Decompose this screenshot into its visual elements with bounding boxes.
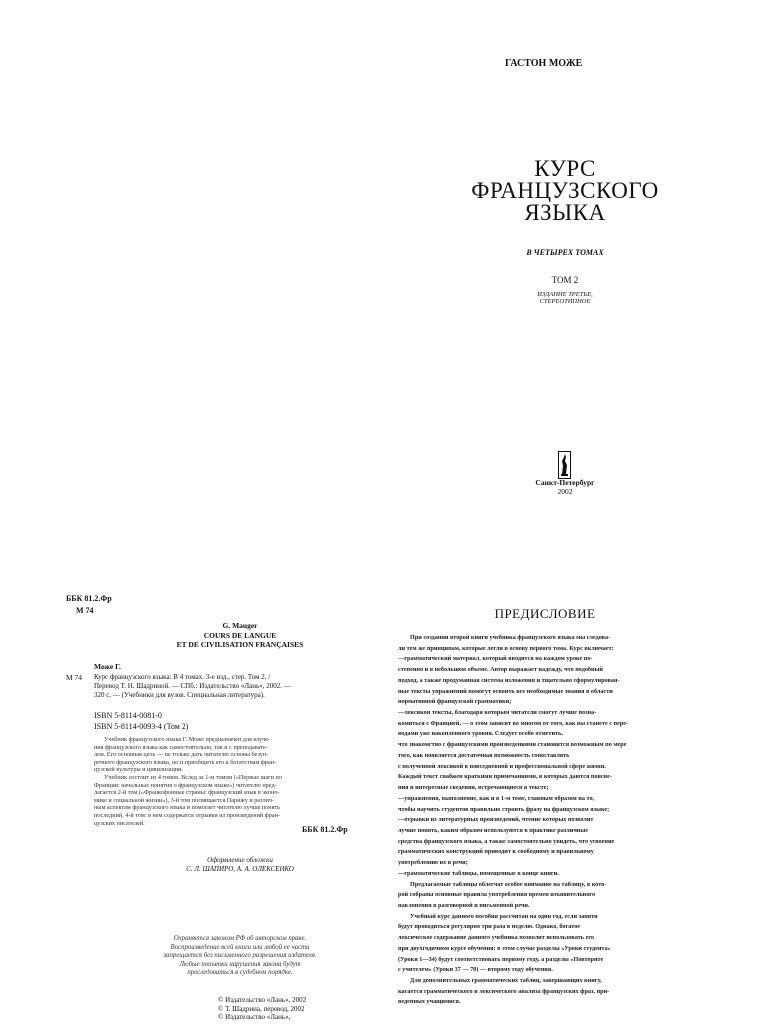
preface-line: грамматических конструкций приводит к свободному и правильному [398, 848, 594, 856]
annotation-line: Учебник состоит из 4 томов. Вслед за 1-м томом («Первые шаги по [104, 773, 282, 781]
preface-line: ли тем же принципам, которые легли в основу первого тома. Курс включает: [398, 644, 614, 652]
preface-line: степенно и в небольшом объеме. Автор выражает надежду, что подобный [398, 666, 603, 674]
annotation-line: лем. Его основная цель — не только дать читателю основы безуп- [94, 751, 269, 759]
original-author: G. Mauger [222, 621, 258, 630]
book-title-line: ФРАНЦУЗСКОГО [471, 180, 659, 202]
preface-heading: ПРЕДИСЛОВИЕ [494, 606, 596, 621]
bbk-header [66, 593, 112, 617]
preface-line: Предлагаемые таблицы облегчат особое внимание на таблицу, в кото- [410, 880, 607, 888]
preface-line: —грамматический материал, который вводится на каждом уроке по- [398, 655, 593, 663]
publisher-emblem-icon [558, 451, 571, 479]
edition-note [515, 291, 615, 305]
preface-line: комиться с Францией, — о этом зависит во многом от того, как вы станете с пере- [398, 719, 629, 727]
copyright-notice-line: Охраняется законом РФ об авторском праве. [173, 935, 307, 942]
preface-line: ные тексты упражнений помогут освоить все необходимые знания в области [398, 687, 613, 695]
annotation-line: цузской культуры и цивилизации. [94, 766, 183, 774]
annotation-line: речного французского языка, но и приобщить его к богатствам фран- [94, 758, 277, 766]
catalog-line: 320 с. — (Учебники для вузов. Специальная литература). [94, 691, 265, 699]
preface-line: Каждый текст снабжен краткими примечаниями, в которых даются поясне- [398, 773, 612, 781]
preface-line: подход, а также продуманная система изложения и тщательно сформулирован- [398, 676, 620, 684]
book-title-line: КУРС [534, 158, 596, 180]
volumes-subtitle: В ЧЕТЫРЕХ ТОМАХ [526, 248, 604, 257]
preface-line: лучше понять, каким образом используются в практике различные [398, 826, 588, 834]
doe-emblem-icon [559, 452, 570, 478]
publisher-imprint [515, 478, 615, 496]
copyright-line: © Издательство «Лань», 2002 [218, 996, 307, 1004]
author-name: ГАСТОН МОЖЕ [505, 58, 583, 69]
annotation-line: цузских писателей. [94, 819, 145, 827]
original-title-line: ET DE CIVILISATION FRANÇAISES [176, 640, 304, 649]
bbk-bottom: ББК 81.2.Фр [302, 825, 348, 834]
preface-line: рой собраны основные правила употребления времен изъявительного [398, 891, 596, 899]
preface-line: нормативной французской грамматики; [398, 698, 512, 706]
tome-number: ТОМ 2 [551, 275, 579, 285]
publisher-city: Санкт-Петербург [535, 478, 595, 487]
isbn-line: ISBN 5-8114-0093-4 (Том 2) [94, 722, 189, 731]
preface-line: наклонения в разговорной и письменной речи. [398, 901, 530, 909]
book-title-line: ЯЗЫКА [524, 202, 606, 224]
copyright-notice-line: запрещается без письменного разрешения издателя. [163, 952, 317, 960]
annotation-line: последний, 4-й том: в нем содержатся отрывки из произведений фран- [94, 811, 280, 819]
preface-line: водами уже накопленного уровня. Следует особо отметить, [398, 730, 563, 738]
preface-line: касается грамматического и лексического анализа французских фраз, при- [398, 987, 610, 995]
isbn-line: ISBN 5-8114-0081-0 [94, 711, 162, 720]
preface-line: при двухгодичном курсе обучения: в этом случае разделы «Уроки студента» [398, 944, 611, 952]
publication-year: 2002 [557, 487, 573, 496]
annotation-line: Учебник французского языка Г. Може предназначен для изуче- [104, 736, 271, 743]
copyright-notice [140, 935, 340, 978]
original-title-line: COURS DE LANGUE [203, 630, 277, 640]
isbn-block [94, 710, 188, 732]
preface-line: Для дополнительных грамматических таблиц, завершающих книгу, [410, 977, 602, 984]
bbk-sub: М 74 [76, 606, 94, 615]
preface-line: —отрывки из литературных произведений, чтение которых позволит [398, 816, 594, 824]
annotation-line: ным аспектам французского языка и помогает читателю лучше понять [94, 804, 280, 812]
annotation-line: ния французского языка как самостоятельно, так и с преподавате- [94, 743, 268, 751]
annotation [94, 736, 328, 827]
cover-credit [140, 856, 340, 874]
original-title-block [140, 621, 340, 650]
preface-line: того, как появляется достаточная возможность сопоставлять [398, 751, 570, 759]
preface-line: —лексикон тексты, благодаря которым читатели смогут лучше позна- [398, 709, 597, 717]
edition-note-line: СТЕРЕОТИПНОЕ [539, 298, 591, 305]
preface-line: При создании второй книги учебника французского языка мы следова- [410, 634, 611, 641]
preface-line: будут проводиться регулярно три раза в неделю. Однако, богатое [398, 923, 581, 931]
copyright-line: © Т. Шадрина, перевод, 2002 [218, 1004, 305, 1013]
preface-line: Учебный курс данного пособия рассчитан на один год, если заняти [410, 912, 598, 920]
copyright-lines [218, 996, 306, 1022]
annotation-line: мике и социальной жизни»), 3-й том посвящается Парижу и различ- [94, 796, 275, 804]
edition-note-line: ИЗДАНИЕ ТРЕТЬЕ, [537, 291, 593, 298]
preface-line: лексическое содержание данного учебника позволит использовать его [398, 934, 594, 942]
preface-text [398, 633, 690, 1008]
preface-line: с полученной лексикой в повседневной и профессиональной сфере жизни. [398, 762, 606, 770]
annotation-line: лагается 2-й том («Франкофонные страны: французский язык в эконо- [94, 789, 280, 797]
bbk-code: ББК 81.2.Фр [66, 594, 112, 603]
preface-line: средства французского языка, а также самостоятельно увидеть, что усвоение [398, 837, 615, 845]
catalog-entry [94, 673, 328, 700]
book-title [440, 158, 690, 224]
preface-line: —упражнения, выполнение, как и в 1-м томе, главным образом на то, [398, 794, 595, 802]
preface-line: (Уроки 1—34) будут соответствовать первому году, а разделы «Повторите [398, 955, 604, 963]
preface-line: ния и интересные сведения, встречающиеся в тексте; [398, 784, 549, 792]
preface-line: —грамматические таблицы, помещенные в конце книги. [398, 869, 559, 877]
cover-label: Оформление обложки [207, 856, 273, 864]
copyright-notice-line: преследоваться в судебном порядке. [187, 969, 293, 977]
preface-line: с учителем» (Уроки 37 — 70) — второму году обучения. [398, 966, 553, 974]
preface-line: что знакомство с французскими произведениями становится возможным по мере [398, 741, 627, 749]
cover-designers: С. Л. ШАПИРО, А. А. ОЛЕКСЕНКО [186, 865, 294, 873]
copyright-notice-line: Воспроизведение всей книги или любой ее части [170, 943, 310, 951]
preface-line: чтобы научить студентов правильно строить фразу на французском языке; [398, 805, 610, 813]
catalog-line: Перевод Т. Н. Шадриной. — СПб.: Издательство «Лань», 2002. — [94, 682, 291, 690]
copyright-notice-line: Любые попытки нарушения закона будут [179, 960, 301, 968]
annotation-line: Франции: начальные понятия о французском языке») читателю пред- [94, 781, 277, 789]
copyright-line: © Издательство «Лань», [218, 1013, 291, 1022]
catalog-line: Курс французского языка: В 4 томах. 3-е изд., стер. Том 2. / [94, 673, 271, 681]
catalog-marker: М 74 [66, 673, 83, 682]
catalog-author: Може Г. [94, 662, 121, 671]
preface-line: употреблению их в речи; [398, 859, 468, 867]
preface-line: веденных учащимися. [398, 998, 461, 1006]
